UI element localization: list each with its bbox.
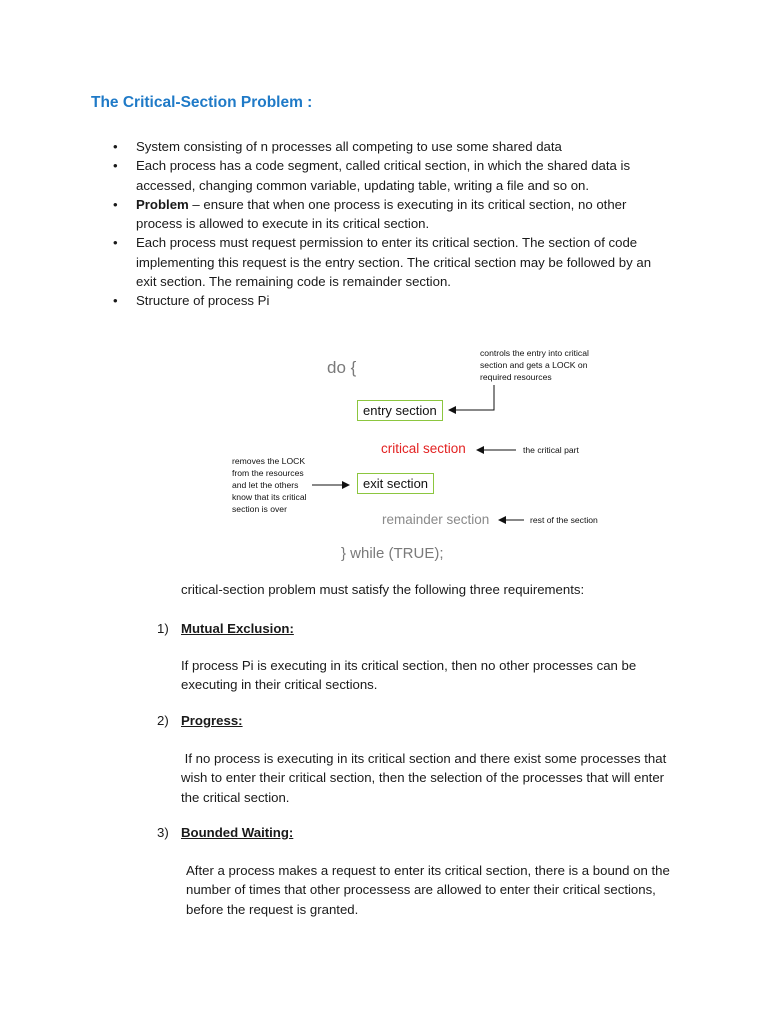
entry-note-line: required resources — [480, 372, 552, 382]
bullet-item — [0, 156, 668, 195]
entry-note-line: section and gets a LOCK on — [480, 360, 588, 370]
remainder-note: rest of the section — [530, 515, 598, 525]
exit-note-line: section is over — [232, 504, 287, 514]
requirement-label: Bounded Waiting: — [181, 825, 294, 840]
requirements-intro: critical-section problem must satisfy the following three requirements: — [181, 582, 585, 597]
requirement-text: If process Pi is executing in its critical section, then no other processes can be executing in their critical sections. — [181, 658, 637, 693]
entry-note-line: controls the entry into critical — [480, 348, 589, 358]
bullet-dot-icon: • — [113, 139, 118, 154]
exit-note — [232, 455, 307, 515]
exit-arrowhead-icon — [342, 481, 350, 489]
entry-arrowhead-icon — [448, 406, 456, 414]
requirement-text: If no process is executing in its critical section and there exist some processes that wish to enter their critical section, then the selection of the processes that will enter the critical section. — [181, 751, 670, 805]
entry-note — [480, 347, 589, 383]
entry-section-box: entry section — [357, 400, 443, 421]
exit-note-line: removes the LOCK — [232, 456, 306, 466]
exit-note-line: from the resources — [232, 468, 304, 478]
bullet-dot-icon: • — [113, 196, 118, 212]
bullet-dot-icon: • — [113, 158, 118, 174]
requirement-heading — [157, 713, 243, 728]
requirement-number: 3) — [157, 825, 169, 840]
requirement-label: Mutual Exclusion: — [181, 621, 294, 636]
while-label: } while (TRUE); — [341, 545, 444, 562]
page-title: The Critical-Section Problem : — [91, 94, 313, 111]
requirement-number: 1) — [157, 621, 169, 636]
exit-note-line: know that its critical — [232, 492, 307, 502]
entry-arrow-icon — [452, 385, 494, 410]
requirement-number: 2) — [157, 713, 169, 728]
requirement-text: After a process makes a request to enter its critical section, there is a bound on the number of times that other processess are allowed to enter their critical sections, before the request is granted. — [186, 863, 670, 917]
bullet-text: Each process has a code segment, called critical section, in which the shared data is accessed, changing common variable, updating table, writing a file and so on. — [136, 158, 631, 193]
bullet-dot-icon: • — [113, 293, 118, 309]
bullet-item — [0, 291, 668, 310]
critical-arrowhead-icon — [476, 446, 484, 454]
bullet-bold-term: Problem — [136, 196, 189, 212]
bullet-text: System consisting of n processes all competing to use some shared data — [136, 139, 562, 154]
process-structure-diagram — [0, 330, 768, 575]
bullet-dot-icon: • — [113, 235, 118, 251]
exit-section-box: exit section — [357, 473, 434, 494]
requirement-heading — [157, 825, 293, 840]
bullet-list — [0, 137, 768, 311]
bullet-item — [0, 195, 668, 234]
remainder-section-label: remainder section — [382, 512, 490, 527]
bullet-text: – ensure that when one process is executing in its critical section, no other process is allowed to execute in its critical section. — [136, 196, 627, 232]
requirement-label: Progress: — [181, 713, 243, 728]
bullet-item — [0, 233, 668, 291]
bullet-item — [0, 137, 668, 156]
remainder-arrowhead-icon — [498, 516, 506, 524]
critical-note: the critical part — [523, 445, 579, 455]
requirement-heading — [157, 621, 294, 636]
critical-section-label: critical section — [381, 441, 466, 456]
bullet-text: Each process must request permission to enter its critical section. The section of code implementing this request is the entry section. The critical section may be followed by an exit section. The remaining code is remainder section. — [136, 235, 652, 290]
do-label: do { — [327, 358, 357, 377]
exit-note-line: and let the others — [232, 480, 299, 490]
bullet-text: Structure of process Pi — [136, 293, 270, 309]
